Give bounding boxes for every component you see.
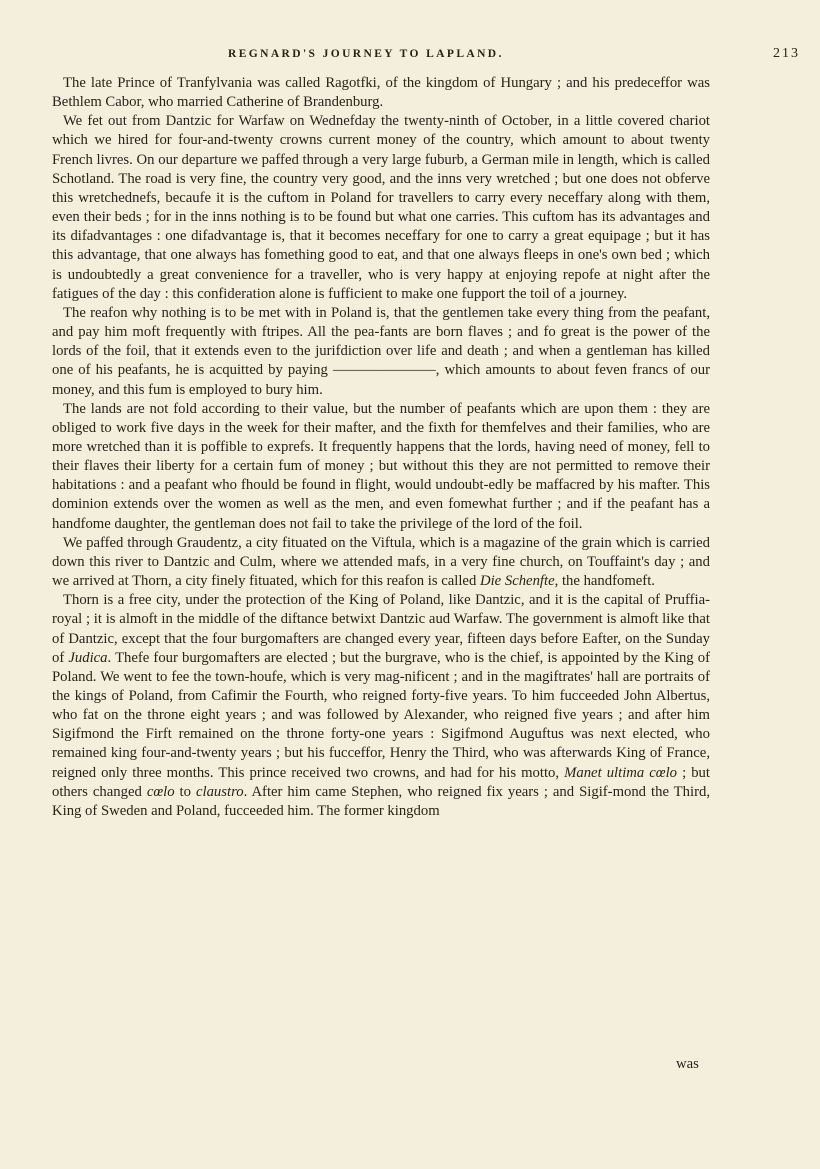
paragraph-text: The reafon why nothing is to be met with in Poland is, that the gentlemen take every thing from the peafant, and pay him moft frequently with ftripes. All the pea-fants are born flaves ; and fo great is the power of the lords of the foil, that it extends even to the jurifdiction over life and death ; and when a gentleman has killed one of his peafants, he is acquitted by paying ———————, which amounts to about feven francs of our money, and this fum is employed to bury him. [52, 304, 710, 398]
paragraph-text: . After him came Stephen, who reigned fix years ; and Sigif-mond the Third, King of Sweden and Poland, fucceeded him. The former kingdom [52, 783, 710, 819]
italic-text: claustro [195, 783, 244, 800]
body-text [52, 74, 710, 821]
paragraph [52, 534, 710, 591]
paragraph-text: The late Prince of Tranfylvania was called Ragotfki, of the kingdom of Hungary ; and his predeceffor was Bethlem Cabor, who married Catherine of Brandenburg. [52, 75, 710, 111]
paragraph-text: Thorn is a free city, under the protection of the King of Poland, like Dantzic, and it is the capital of Pruffia-royal ; it is almoft in the middle of the diftance betwixt Dantzic aud Warfaw. The government is almoft like that of Dantzic, except that the four burgomafters are changed every year, fifteen days before Eafter, on the Sunday of [52, 592, 710, 666]
paragraph-text: We fet out from Dantzic for Warfaw on Wednefday the twenty-ninth of October, in a little covered chariot which we hired for four-and-twenty crowns current money of the country, which amount to about twenty French livres. On our departure we paffed through a very large fuburb, a German mile in length, which is called Schotland. The road is very fine, the country very good, and the inns very wretched ; but one does not obferve this wretchednefs, becaufe it is the cuftom in Poland for travellers to carry every neceffary along with them, even their beds ; for in the inns nothing is to be found but what one carries. This cuftom has its advantages and its difadvantages : one difadvantage is, that it becomes neceffary for one to carry a great equipage ; but it has this advantage, that one always has fomething good to eat, and that one always fleeps in one's own bed ; which is undoubtedly a great convenience for a traveller, who is very happy at enjoying repofe at night after the fatigues of the day : this confideration alone is fufficient to make one fupport the toil of a journey. [52, 113, 710, 302]
italic-text: Judica [68, 649, 108, 666]
italic-text: Die Schenfte [479, 573, 555, 590]
italic-text: cœlo [146, 783, 175, 800]
paragraph [52, 304, 710, 400]
paragraph [52, 400, 710, 534]
paragraph-text: ; but others changed [52, 764, 710, 800]
paragraph [52, 74, 710, 112]
paragraph-text: We paffed through Graudentz, a city fituated on the Viftula, which is a magazine of the grain which is carried down this river to Dantzic and Culm, where we attended mafs, in a very fine church, on Touffaint's day ; and we arrived at Thorn, a city finely fituated, which for this reafon is called [52, 534, 710, 590]
paragraph [52, 112, 710, 304]
paragraph [52, 591, 710, 821]
page-header [0, 48, 820, 72]
catchword: was [676, 1056, 699, 1072]
paragraph-text: The lands are not fold according to their value, but the number of peafants which are upon them : they are obliged to work five days in the week for their mafter, and the fixth for themfelves and their families, who are more wretched than it is poffible to exprefs. It frequently happens that the lords, having need of money, fell to their flaves their liberty for a certain fum of money ; but without this they are not permitted to remove their habitations : and a peafant who fhould be found in flight, would undoubt-edly be maffacred by his mafter. This dominion extends over the women as well as the men, and even fomewhat further ; and if the peafant has a handfome daughter, the gentleman does not fail to take the privilege of the lord of the foil. [52, 400, 710, 532]
paragraph-text: to [174, 783, 196, 800]
paragraph-text: . Thefe four burgomafters are elected ; but the burgrave, who is the chief, is appointed by the King of Poland. We went to fee the town-houfe, which is very mag-nificent ; and in the magiftrates' hall are portraits of the kings of Poland, from Cafimir the Fourth, who reigned forty-five years. To him fucceeded John Albertus, who fat on the throne eight years ; and was followed by Alexander, who reigned five years ; and after him Sigifmond the Firft remained on the throne forty-one years : Sigifmond Auguftus was next elected, who remained king four-and-twenty years ; but his fucceffor, Henry the Third, who was afterwards King of France, reigned only three months. This prince received two crowns, and had for his motto, [52, 649, 710, 781]
paragraph-text: , the handfomeft. [554, 573, 655, 590]
page-number: 213 [773, 46, 800, 61]
italic-text: Manet ultima cœlo [564, 764, 678, 781]
running-head: REGNARD'S JOURNEY TO LAPLAND. [228, 48, 504, 60]
